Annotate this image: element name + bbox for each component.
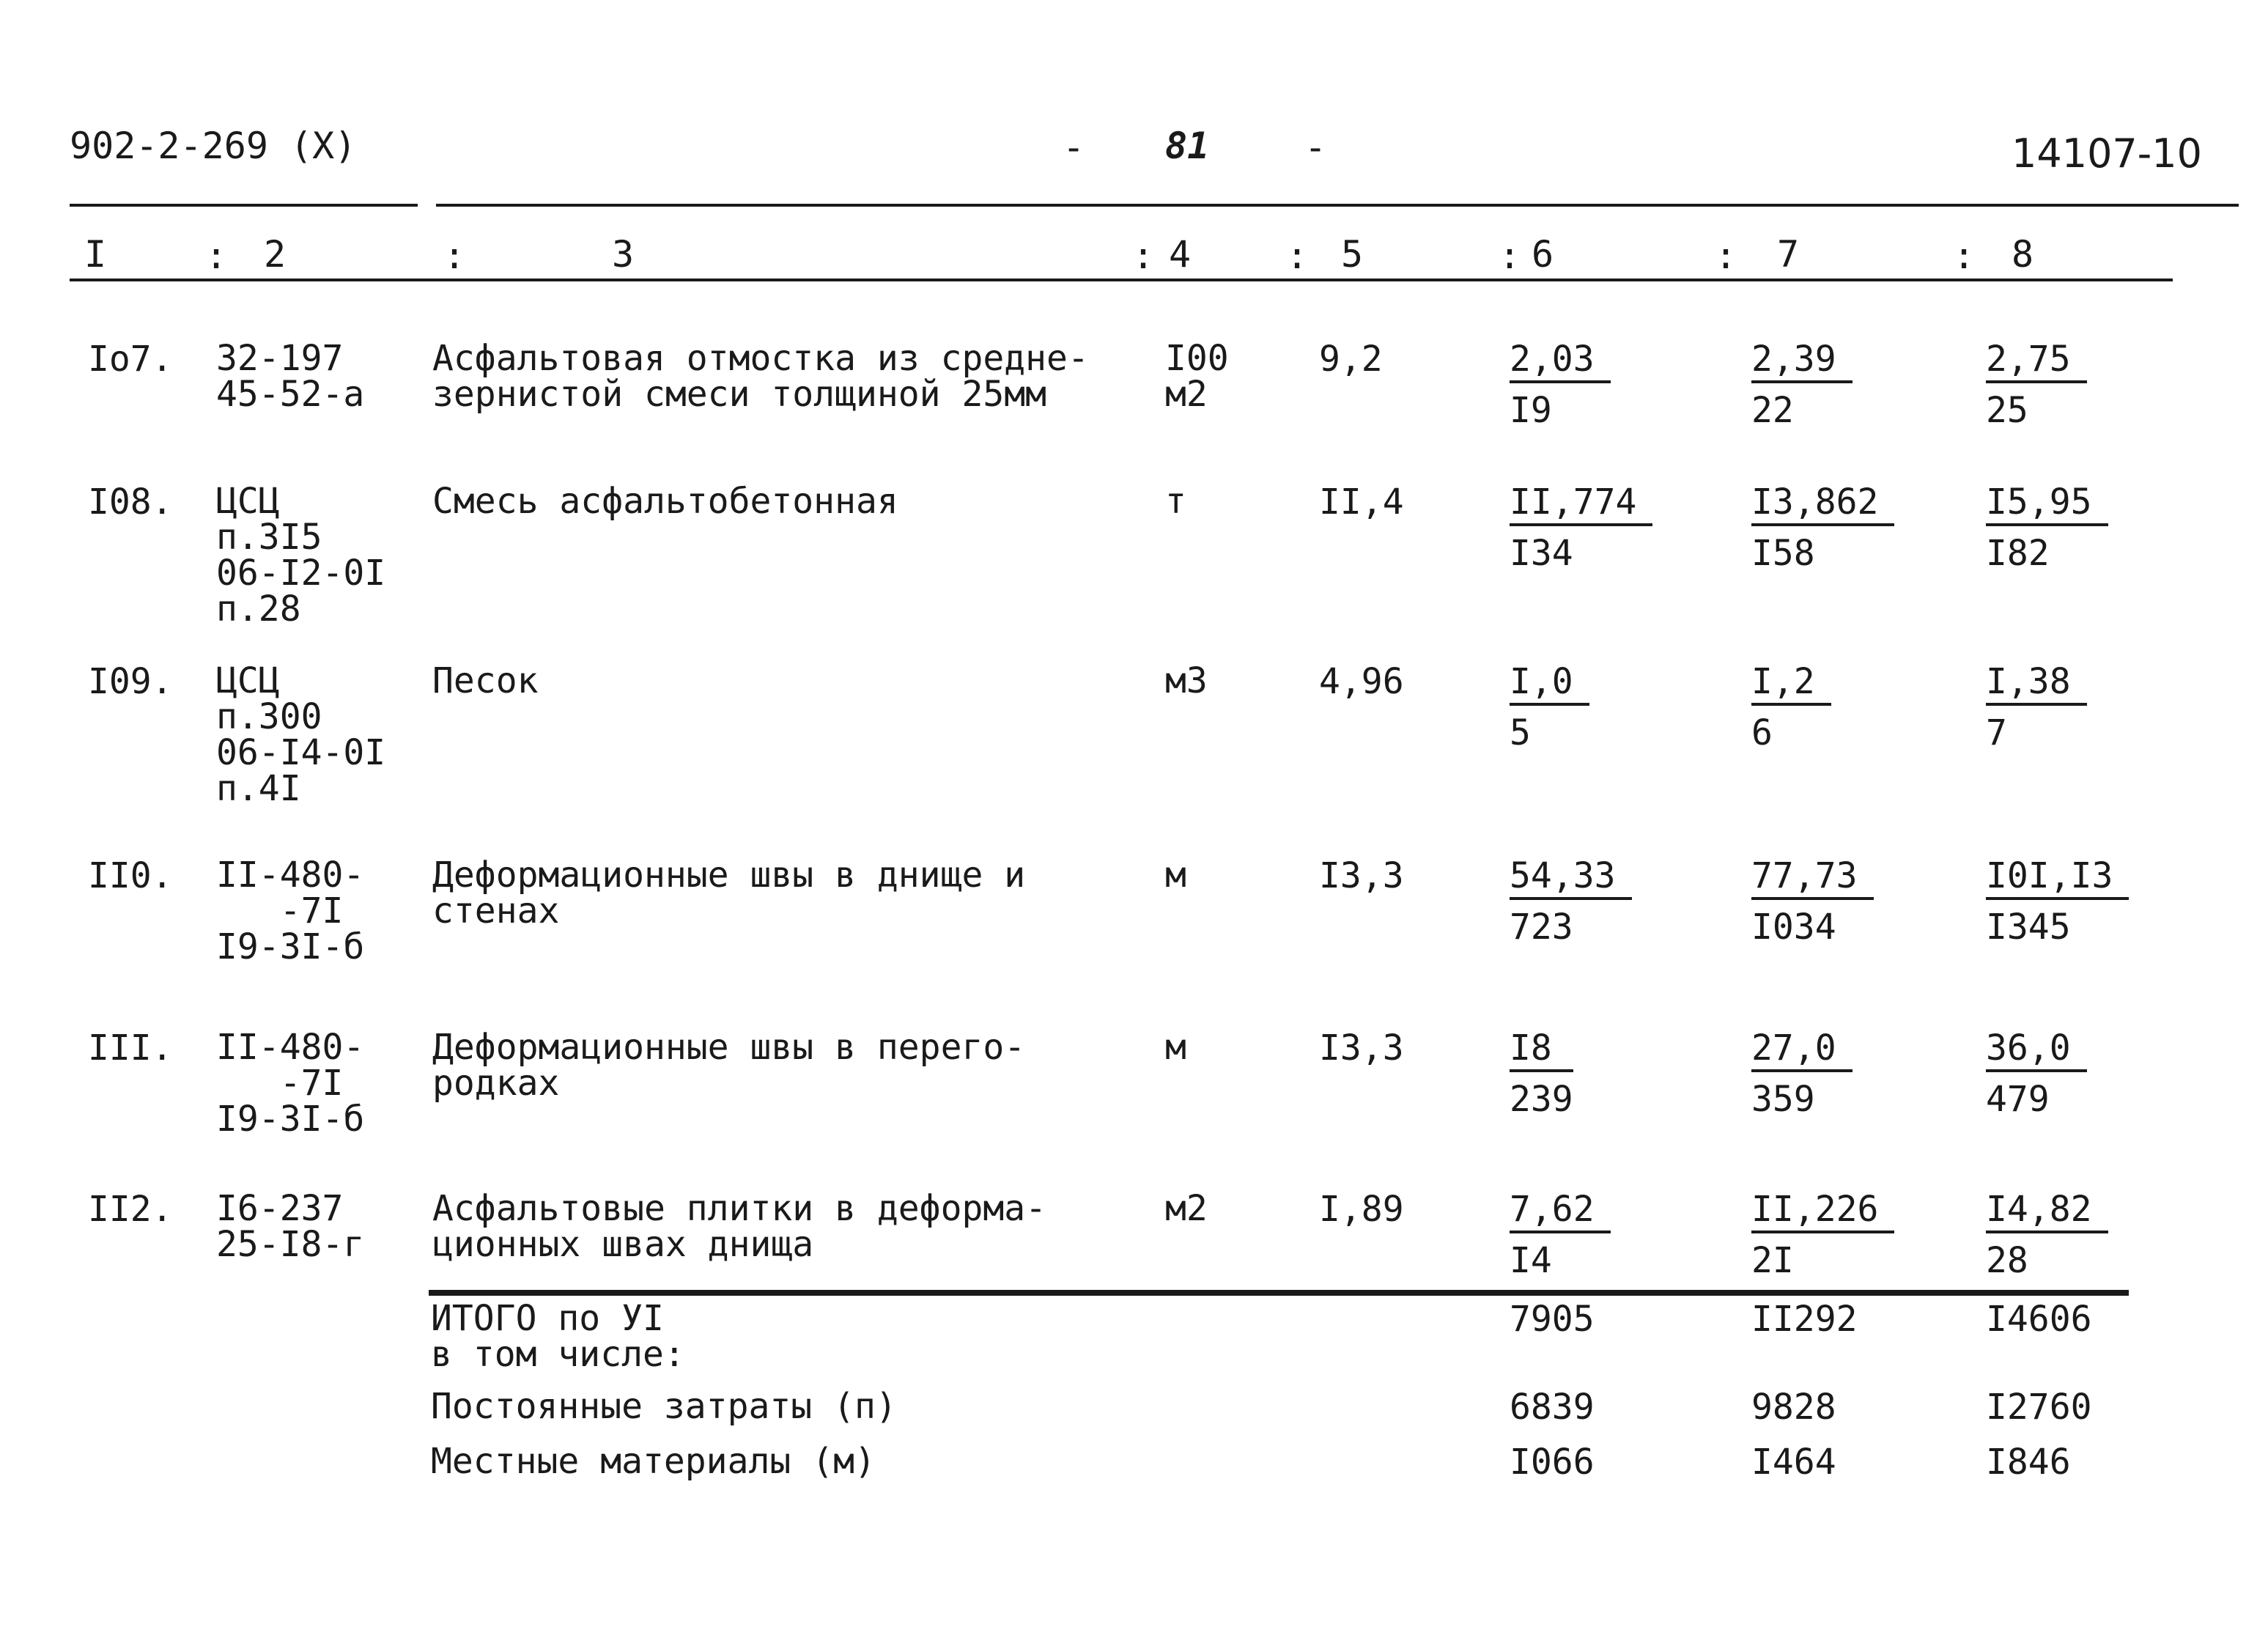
column-separator: : [1286,235,1309,277]
doc-code: 902-2-269 (X) [70,125,357,167]
unit: т [1165,481,1186,522]
price-fraction [1986,484,2108,572]
norm-code: II-480- -7I I9-3I-б [216,855,365,967]
price-denominator: 28 [1986,1240,2028,1281]
totals-label: ИТОГО по УI в том числе: [431,1298,685,1375]
price-numerator: 7,62 [1510,1191,1611,1233]
column-number: 7 [1777,233,1800,276]
column-separator: : [1953,235,1976,277]
norm-code: 32-197 45-52-а [216,338,365,415]
unit: м [1165,1027,1186,1068]
price-numerator: 2,75 [1986,341,2087,383]
column-number: 4 [1169,233,1192,276]
price-denominator: 7 [1986,712,2007,753]
quantity: I3,3 [1319,855,1404,896]
total-col7: I464 [1751,1442,1836,1483]
total-col7: II292 [1751,1299,1858,1340]
price-denominator: 6 [1751,712,1773,753]
price-fraction [1510,663,1589,751]
work-description: Асфальтовая отмостка из средне- зернистой смеси толщиной 25мм [432,338,1089,415]
price-fraction [1751,663,1831,751]
work-description: Асфальтовые плитки в деформа- ционных швах днища [432,1188,1047,1265]
price-fraction [1986,663,2087,751]
unit: м [1165,855,1186,896]
totals-rule [429,1290,2129,1296]
price-fraction [1510,341,1611,429]
price-fraction [1751,341,1853,429]
total-col6: 6839 [1510,1387,1595,1428]
price-denominator: I034 [1751,907,1836,948]
quantity: 4,96 [1319,661,1404,702]
column-separator: : [443,235,466,277]
price-numerator: I3,862 [1751,484,1894,526]
column-number: 6 [1532,233,1554,276]
price-denominator: 239 [1510,1079,1573,1120]
column-separator: : [1715,235,1737,277]
price-denominator: 22 [1751,390,1794,431]
work-description: Смесь асфальтобетонная [432,481,898,522]
price-fraction [1510,1191,1611,1279]
price-numerator: I,2 [1751,663,1831,706]
column-number: 3 [612,233,635,276]
price-fraction [1510,1030,1573,1118]
unit: I00 м2 [1165,338,1229,415]
price-denominator: 723 [1510,907,1573,948]
price-numerator: I,38 [1986,663,2087,706]
row-number: I08. [88,482,173,523]
totals-label: Постоянные затраты (п) [431,1386,897,1427]
price-numerator: I8 [1510,1030,1573,1072]
price-denominator: I4 [1510,1240,1552,1281]
row-number: III. [88,1028,173,1069]
quantity: 9,2 [1319,339,1383,380]
header-top-rule-2 [436,204,2239,207]
page-number-dash-right: - [1304,126,1327,169]
price-denominator: 2I [1751,1240,1794,1281]
column-number: 5 [1341,233,1364,276]
column-number: 8 [2012,233,2034,276]
price-denominator: I9 [1510,390,1552,431]
price-numerator: 27,0 [1751,1030,1853,1072]
total-col8: I2760 [1986,1387,2092,1428]
sheet-code: 14107-10 [2012,130,2202,177]
column-separator: : [1499,235,1521,277]
row-number: II2. [88,1189,173,1230]
price-fraction [1510,484,1652,572]
price-denominator: I345 [1986,907,2071,948]
work-description: Деформационные швы в днище и стенах [432,855,1026,931]
price-fraction [1986,1191,2108,1279]
price-fraction [1510,855,1632,948]
total-col6: I066 [1510,1442,1595,1483]
price-denominator: I58 [1751,533,1815,574]
unit: м2 [1165,1188,1208,1229]
norm-code: II-480- -7I I9-3I-б [216,1027,365,1140]
price-denominator: 25 [1986,390,2028,431]
page-number-dash-left: - [1063,126,1085,169]
price-fraction [1751,855,1874,948]
header-top-rule-1 [70,204,418,207]
price-denominator: 5 [1510,712,1531,753]
total-col7: 9828 [1751,1387,1836,1428]
header-bottom-rule [70,278,2173,281]
total-col8: I4606 [1986,1299,2092,1340]
price-denominator: 479 [1986,1079,2050,1120]
price-fraction [1986,341,2087,429]
column-number: 2 [264,233,287,276]
price-denominator: I34 [1510,533,1573,574]
work-description: Деформационные швы в перего- родках [432,1027,1026,1104]
total-col6: 7905 [1510,1299,1595,1340]
column-number: I [84,233,107,276]
work-description: Песок [432,660,539,701]
price-denominator: 359 [1751,1079,1815,1120]
quantity: I3,3 [1319,1028,1404,1069]
column-separator: : [205,235,228,277]
price-numerator: 36,0 [1986,1030,2087,1072]
row-number: II0. [88,855,173,896]
price-numerator: 77,73 [1751,857,1874,900]
price-fraction [1751,484,1894,572]
column-separator: : [1132,235,1155,277]
price-fraction [1751,1030,1853,1118]
price-numerator: 2,03 [1510,341,1611,383]
price-numerator: I0I,I3 [1986,857,2129,900]
price-numerator: 2,39 [1751,341,1853,383]
page-number: 81 [1165,125,1210,167]
quantity: I,89 [1319,1189,1404,1230]
unit: м3 [1165,660,1208,701]
norm-code: ЦСЦ п.3I5 06-I2-0I п.28 [216,481,386,630]
price-fraction [1986,1030,2087,1118]
price-numerator: I4,82 [1986,1191,2108,1233]
total-col8: I846 [1986,1442,2071,1483]
price-fraction [1986,855,2129,948]
totals-label: Местные материалы (м) [431,1441,876,1482]
row-number: I09. [88,661,173,702]
quantity: II,4 [1319,482,1404,523]
price-numerator: II,774 [1510,484,1652,526]
row-number: Iо7. [88,339,173,380]
price-numerator: I,0 [1510,663,1589,706]
price-denominator: I82 [1986,533,2050,574]
norm-code: ЦСЦ п.300 06-I4-0I п.4I [216,660,386,809]
price-numerator: I5,95 [1986,484,2108,526]
price-numerator: II,226 [1751,1191,1894,1233]
price-numerator: 54,33 [1510,857,1632,900]
price-fraction [1751,1191,1894,1279]
norm-code: I6-237 25-I8-г [216,1188,365,1265]
